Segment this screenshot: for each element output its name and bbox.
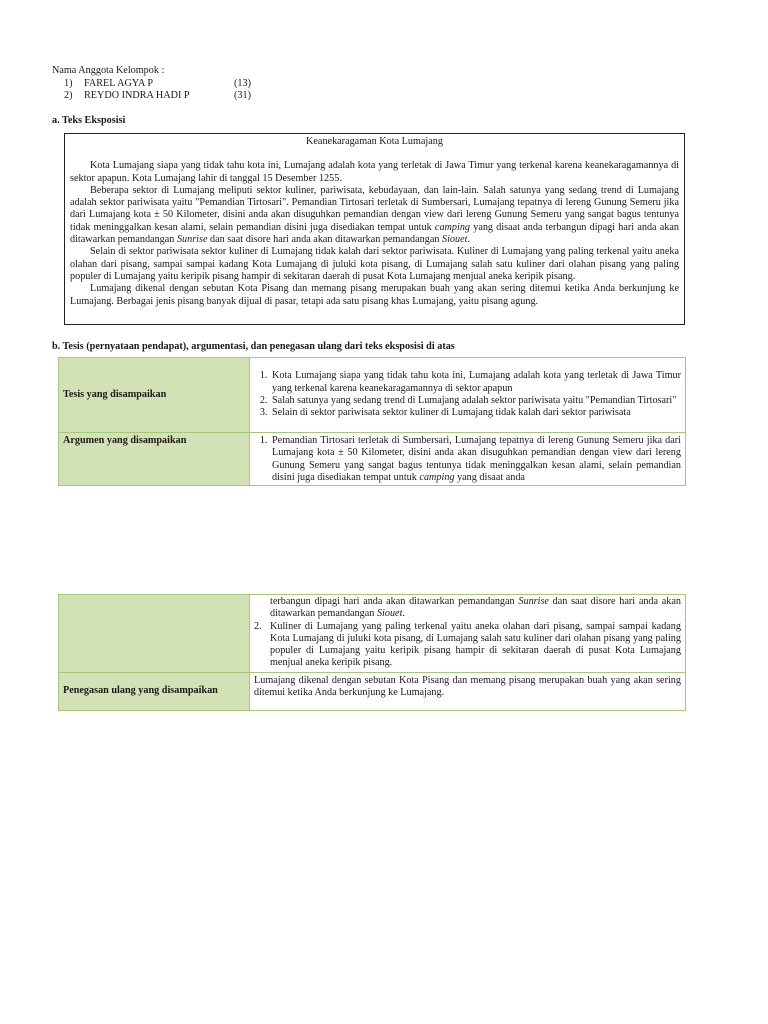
argumen-content-continued	[250, 595, 686, 673]
member-absen: (13)	[234, 77, 251, 89]
table-row	[59, 358, 686, 433]
argumen-label: Argumen yang disampaikan	[59, 433, 250, 486]
list-item: 1. Kota Lumajang siapa yang tidak tahu kota ini, Lumajang adalah kota yang terletak di Jawa Timur yang terkenal karena keanekaragamannya di sektor apapun	[270, 370, 681, 395]
tesis-content	[250, 358, 686, 433]
list-item: 2. Kuliner di Lumajang yang paling terkenal yaitu aneka olahan dari pisang, sampai sampai kadang Kota Lumajang di juluki kota pisang, di Lumajang salah satu kuliner dari olahan pisang yang paling populer di Lumajang yaitu keripik pisang hampir di sekitaran daerah di pusat Kota Lumajang menjual aneka keripik pisang.	[254, 620, 681, 669]
analysis-table	[58, 357, 686, 486]
table-row	[59, 595, 686, 673]
analysis-table-continued	[58, 594, 686, 711]
member-absen: (31)	[234, 90, 251, 101]
list-item: 2. Salah satunya yang sedang trend di Lumajang adalah sektor pariwisata yaitu "Pemandian Tirtosari"	[270, 395, 681, 407]
paragraph-3: Selain di sektor pariwisata sektor kuliner di Lumajang tidak kalah dari sektor pariwisata. Kuliner di Lumajang yang paling terkenal yaitu aneka olahan dari pisang, sampai sampai kadang Kota Lumajang di juluki kota pisang, di Lumajang salah satu kuliner dari olahan pisang yang paling populer di Lumajang yaitu keripik pisang hampir di sekitaran daerah di pusat Kota Lumajang menjual aneka keripik pisang.	[70, 246, 679, 282]
member-number: 1)	[64, 77, 73, 89]
paragraph-2: Beberapa sektor di Lumajang meliputi sektor kuliner, pariwisata, kebudayaan, dan lain-lain. Salah satunya yang sedang trend di Lumajang adalah sektor pariwisata yaitu "Pemandian Tirtosari". Pemandian Tirtosari terletak di Sumbersari, Lumajang tepatnya di lereng Gunung Semeru jika dari Lumajang kota ± 50 Kilometer, disini anda akan disuguhkan pemandian dengan view dari lereng Gunung Semeru yang sangat bagus tentunya tidak meninggalkan kesan alami, selain pemandian disini juga disediakan tempat untuk camping yang disaat anda terbangun dipagi hari anda akan ditawarkan pemandangan Sunrise dan saat disore hari anda akan ditawarkan pemandangan Siouet.	[70, 184, 680, 246]
member-number: 2)	[64, 90, 73, 101]
argumen-content	[250, 433, 686, 486]
penegasan-content: Lumajang dikenal dengan sebutan Kota Pisang dan memang pisang merupakan buah yang akan sering ditemui ketika Anda berkunjung ke Lumajang.	[250, 673, 686, 711]
member-list	[52, 65, 251, 103]
table-row	[59, 433, 686, 486]
tesis-label: Tesis yang disampaikan	[59, 358, 250, 433]
list-item: 1. Pemandian Tirtosari terletak di Sumbersari, Lumajang tepatnya di lereng Gunung Semeru jika dari Lumajang kota ± 50 Kilometer, disini anda akan disuguhkan pemandian dengan view dari lereng Gunung Semeru yang sangat bagus tentunya tidak meninggalkan kesan alami, selain pemandian disini juga disediakan tempat untuk camping yang disaat anda	[270, 435, 681, 483]
member-name: REYDO INDRA HADI P	[84, 90, 190, 101]
paragraph-4: Lumajang dikenal dengan sebutan Kota Pisang dan memang pisang merupakan buah yang akan sering ditemui ketika Anda berkunjung ke Lumajang. Berbagai jenis pisang banyak dijual di pasar, tetapi ada satu pisang khas Lumajang, yaitu pisang agung.	[70, 283, 679, 307]
exposition-title: Keanekaragaman Kota Lumajang	[306, 136, 443, 147]
member-name: FAREL AGYA P	[84, 77, 154, 89]
table-row	[59, 673, 686, 711]
exposition-text-box	[64, 133, 685, 325]
argument-1-continued: terbangun dipagi hari anda akan ditawarkan pemandangan Sunrise dan saat disore hari anda akan ditawarkan pemandangan Siouet.	[270, 596, 681, 620]
member-row	[52, 78, 251, 91]
section-a-title: a. Teks Eksposisi	[52, 115, 126, 126]
members-heading: Nama Anggota Kelompok :	[52, 65, 165, 76]
penegasan-label: Penegasan ulang yang disampaikan	[59, 673, 250, 711]
paragraph-1: Kota Lumajang siapa yang tidak tahu kota ini, Lumajang adalah kota yang terletak di Jawa Timur yang terkenal karena keanekaragamannya di sektor apapun. Kota Lumajang lahir di tanggal 15 Desember 1255.	[70, 160, 679, 184]
member-row	[52, 90, 251, 103]
section-b-title: b. Tesis (pernyataan pendapat), argumentasi, dan penegasan ulang dari teks eksposisi di atas	[52, 341, 455, 352]
argumen-label-continued	[59, 595, 250, 673]
list-item: 3. Selain di sektor pariwisata sektor kuliner di Lumajang tidak kalah dari sektor pariwisata	[270, 407, 681, 419]
